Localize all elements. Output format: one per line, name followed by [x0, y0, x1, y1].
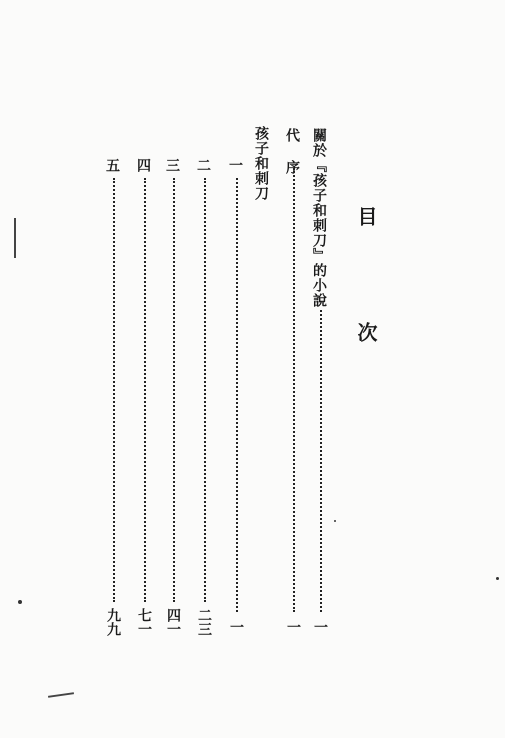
toc-page-number: 四一	[165, 608, 181, 636]
leader-dots	[320, 310, 322, 612]
toc-entry-chapter-2: 二	[195, 158, 211, 173]
toc-entry-chapter-1: 一	[227, 158, 243, 173]
toc-page-number: 一	[312, 620, 328, 634]
toc-entry-chapter-3: 三	[164, 158, 180, 173]
scan-speck	[496, 577, 499, 580]
toc-page-number: 七一	[136, 608, 152, 636]
leader-dots	[173, 178, 175, 602]
scan-edge-mark	[14, 218, 16, 258]
toc-entry-chapter-4: 四	[135, 158, 151, 173]
toc-page-number: 一	[228, 620, 244, 634]
scan-stroke	[48, 692, 74, 698]
toc-title: 目 次	[354, 206, 378, 378]
toc-entry-chapter-5: 五	[104, 158, 120, 173]
leader-dots	[113, 178, 115, 602]
leader-dots	[204, 178, 206, 602]
toc-entry-preface: 代 序	[284, 128, 300, 175]
leader-dots	[144, 178, 146, 602]
toc-page-number: 九九	[105, 608, 121, 636]
toc-entry-about-novel: 關於『孩子和刺刀』的小說	[311, 128, 327, 308]
toc-page-number: 二三	[196, 608, 212, 636]
scan-speck	[18, 600, 22, 604]
leader-dots	[293, 168, 295, 612]
scan-speck	[334, 520, 336, 522]
leader-dots	[236, 178, 238, 612]
toc-page-number: 一	[285, 620, 301, 634]
toc-section-heading: 孩子和刺刀	[253, 126, 269, 201]
